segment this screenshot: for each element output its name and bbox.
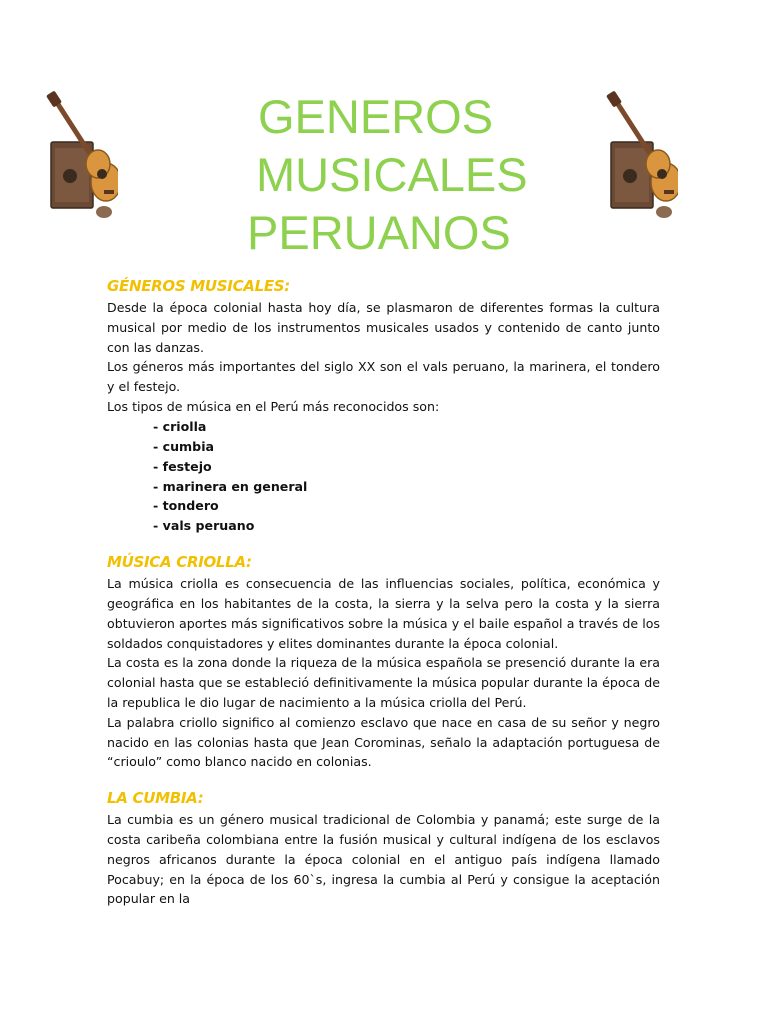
title-line-2: MUSICALES xyxy=(256,148,528,201)
page-title xyxy=(0,88,768,262)
list-item: - marinera en general xyxy=(153,477,660,497)
paragraph: La palabra criollo significo al comienzo esclavo que nace en casa de su señor y negro nacido en las colonias hasta que Jean Corominas, señalo la adaptación portuguesa de “crioulo” como blanco nacido en colonias. xyxy=(107,714,660,770)
paragraph: La música criolla es consecuencia de las influencias sociales, política, económica y geográfica en los habitantes de la costa, la sierra y la selva pero la costa y la sierra obtuvieron aportes más significativos sobre la música y el baile español a través de los soldados conquistadores y elites dominantes durante la época colonial. xyxy=(107,576,660,651)
music-types-list xyxy=(107,417,660,536)
list-item: - vals peruano xyxy=(153,516,660,536)
title-line-3: PERUANOS xyxy=(247,206,511,259)
list-item: - festejo xyxy=(153,457,660,477)
list-item: - criolla xyxy=(153,417,660,437)
section-heading: GÉNEROS MUSICALES: xyxy=(107,277,291,295)
section-criolla xyxy=(107,550,660,772)
paragraph: Los tipos de música en el Perú más reconocidos son: xyxy=(107,398,440,414)
document-body xyxy=(107,274,660,909)
paragraph: La costa es la zona donde la riqueza de la música española se presenció durante la era colonial hasta que se estableció definitivamente la música popular durante la época de la republica le dio lugar de nacimiento a la música criolla del Perú. xyxy=(107,655,660,710)
section-cumbia xyxy=(107,786,660,909)
section-heading: LA CUMBIA: xyxy=(107,789,204,808)
paragraph: Desde la época colonial hasta hoy día, se plasmaron de diferentes formas la cultura musical por medio de los instrumentos musicales usados y contenido de canto junto con las danzas. xyxy=(107,300,660,355)
section-heading: MÚSICA CRIOLLA: xyxy=(107,553,252,572)
section-generos xyxy=(107,274,660,536)
title-line-1: GENEROS xyxy=(258,90,494,143)
list-item: - cumbia xyxy=(153,437,660,457)
paragraph: La cumbia es un género musical tradicional de Colombia y panamá; este surge de la costa caribeña colombiana entre la fusión musical y cultural indígena de los esclavos negros africanos durante la época colonial en el antiguo país indígena llamado Pocabuy; en la época de los 60`s, ingresa la cumbia al Perú y consigue la aceptación popular en la xyxy=(107,812,660,907)
paragraph: Los géneros más importantes del siglo XX son el vals peruano, la marinera, el tondero y el festejo. xyxy=(107,359,660,395)
list-item: - tondero xyxy=(153,496,660,516)
